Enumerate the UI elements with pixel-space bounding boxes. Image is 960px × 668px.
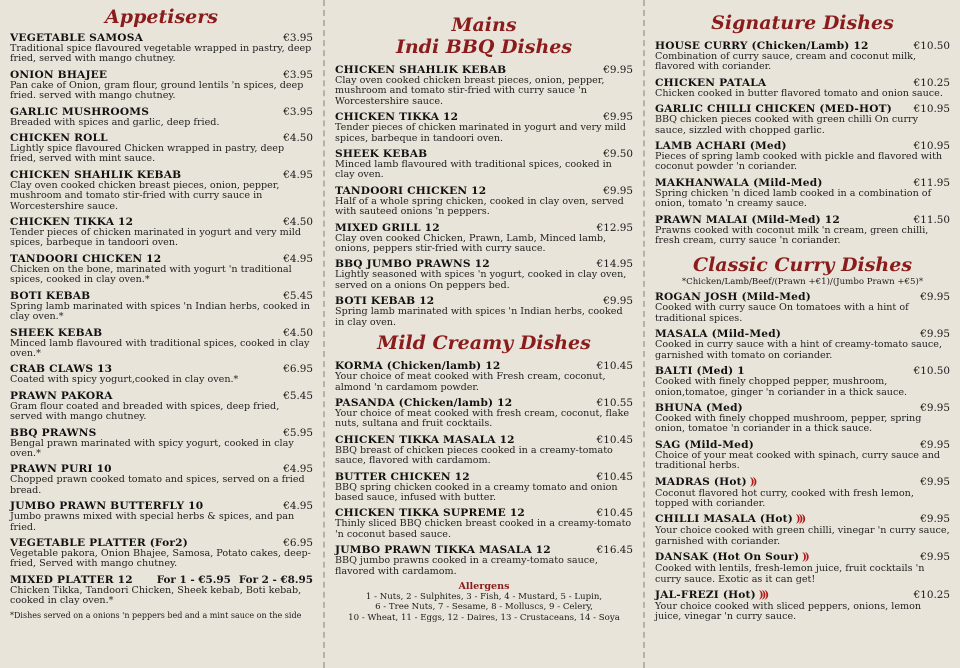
menu-item	[655, 177, 950, 210]
item-name-text: JAL-FREZI	[655, 588, 719, 601]
item-name	[655, 77, 766, 89]
mild-creamy-title: Mild Creamy Dishes	[377, 332, 591, 355]
item-name	[10, 390, 113, 402]
item-description: Vegetable pakora, Onion Bhajee, Samosa, Potato cakes, deep-fried, Served with mango chutney.	[10, 547, 311, 570]
item-description: Coated with spicy yogurt,cooked in clay oven.*	[10, 374, 239, 386]
item-description: Coconut flavored hot curry, cooked with fresh lemon, topped with coriander.	[655, 487, 914, 509]
menu-item	[335, 258, 633, 291]
item-price: €4.50	[283, 326, 313, 339]
item-allergen-codes: 12	[824, 213, 840, 226]
item-header	[335, 471, 633, 483]
item-description: BBQ breast of chicken pieces cooked in a creamy-tomato sauce, flavored with cardamom.	[335, 444, 613, 467]
item-name-text: TANDOORI CHICKEN 12	[335, 184, 487, 197]
item-name-text: LAMB ACHARI	[655, 140, 746, 153]
item-price: €9.95	[920, 401, 950, 414]
item-name	[10, 290, 90, 302]
menu-item	[655, 513, 950, 547]
item-description: Pan cake of Onion, gram flour, ground lentils 'n spices, deep fried. served with mango chutney.	[10, 79, 304, 102]
menu-item	[655, 439, 950, 472]
item-tag: (Med)	[696, 365, 734, 378]
menu-item	[655, 328, 950, 361]
menu-item	[655, 402, 950, 435]
menu-item	[10, 106, 313, 128]
menu-item	[10, 169, 313, 212]
bbq-list	[335, 64, 633, 328]
menu-item	[10, 69, 313, 102]
item-price: €10.25	[913, 588, 950, 601]
menu-item	[335, 64, 633, 107]
menu-item	[10, 390, 313, 423]
item-name-text: VEGETABLE SAMOSA	[10, 32, 143, 44]
allergens-line: 1 - Nuts, 2 - Sulphites, 3 - Fish, 4 - Mustard, 5 - Lupin,	[365, 591, 603, 602]
item-name-text: CHILLI MASALA	[655, 513, 757, 526]
menu-item	[335, 295, 633, 328]
item-name-text: CHICKEN TIKKA SUPREME 12	[335, 507, 525, 520]
menu-item	[10, 32, 313, 65]
item-name-text: PRAWN PAKORA	[10, 389, 113, 402]
item-header	[10, 427, 313, 439]
item-description: Clay oven cooked chicken breast pieces, onion, pepper, mushroom and tomato stir-fried with curry sauce 'n Worcestershire sauce.	[335, 75, 605, 107]
item-tag: (MED-HOT)	[819, 103, 892, 116]
item-price: €4.95	[283, 168, 313, 181]
mains-column	[323, 0, 645, 668]
mild-list	[335, 360, 633, 577]
item-name-text: ONION BHAJEE	[10, 68, 108, 81]
item-name-text: JUMBO PRAWN BUTTERFLY 10	[10, 500, 204, 513]
menu-item	[335, 397, 633, 430]
menu-item	[335, 544, 633, 577]
item-description: Your choice of meat cooked with Fresh cream, coconut, almond 'n cardamom powder.	[335, 371, 606, 393]
item-name-text: BUTTER CHICKEN 12	[335, 470, 470, 483]
appetisers-list	[10, 32, 313, 570]
item-price: €9.95	[920, 551, 950, 564]
item-header	[10, 69, 313, 81]
menu-item	[655, 103, 950, 136]
item-price: €6.95	[283, 536, 313, 549]
menu-item	[655, 140, 950, 173]
item-price: €9.95	[603, 64, 633, 76]
item-header	[10, 390, 313, 402]
item-description: Thinly sliced BBQ chicken breast cooked in a creamy-tomato 'n coconut based sauce.	[335, 518, 632, 540]
menu-item	[10, 537, 313, 570]
item-description: Cooked in curry sauce with a hint of creamy-tomato sauce, garnished with tomato on coriander.	[655, 339, 942, 361]
item-tag: (Hot)	[759, 513, 793, 526]
item-header	[655, 77, 950, 89]
item-price: €10.55	[596, 396, 633, 409]
item-tag: (Hot)	[713, 475, 747, 488]
menu-item	[655, 476, 950, 510]
allergens-box	[335, 581, 633, 623]
item-description: Pieces of spring lamb cooked with pickle and flavored with coconut powder 'n coriander.	[655, 151, 943, 173]
item-name-text: BBQ PRAWNS	[10, 426, 97, 439]
item-description: BBQ jumbo prawns cooked in a creamy-tomato sauce, flavored with cardamom.	[335, 555, 598, 577]
item-name	[10, 106, 149, 118]
item-name-text: CHICKEN PATALA	[655, 76, 767, 89]
allergens-line: 10 - Wheat, 11 - Eggs, 12 - Daires, 13 - Crustaceans, 14 - Soya	[348, 612, 620, 623]
item-description: Lightly spice flavoured Chicken wrapped in pastry, deep fried, served with mint sauce.	[10, 143, 285, 165]
menu-item	[10, 216, 313, 249]
classic-curry-title: Classic Curry Dishes	[692, 254, 913, 277]
item-tag: (Med)	[749, 140, 787, 153]
signature-column	[645, 0, 960, 668]
menu-item	[335, 222, 633, 255]
item-price: €9.95	[920, 328, 950, 341]
item-name-text: CHICKEN TIKKA 12	[335, 111, 459, 124]
menu-item	[335, 185, 633, 218]
menu-item	[335, 148, 633, 181]
item-description: Your choice of meat cooked with fresh cream, coconut, flake nuts, sultana and fruit cocktails.	[335, 407, 630, 430]
item-price: €4.50	[283, 132, 313, 145]
item-price: €4.95	[283, 252, 313, 265]
menu-item	[10, 363, 313, 385]
item-name-text: MASALA	[655, 328, 708, 341]
item-header	[655, 439, 950, 451]
item-name-text: MIXED GRILL 12	[335, 221, 440, 234]
menu-item	[10, 290, 313, 323]
item-allergen-codes: 12	[497, 396, 513, 409]
item-description: Cooked with finely chopped pepper, mushroom, onion,tomatoe, ginger 'n coriander in a thick sauce.	[655, 376, 908, 398]
menu-item	[10, 500, 313, 533]
item-name	[655, 214, 840, 226]
chili-icon: ))	[749, 476, 756, 488]
item-header	[10, 290, 313, 302]
item-name-text: BHUNA	[655, 401, 703, 414]
item-price: €4.50	[283, 216, 313, 229]
item-description: Spring lamb marinated with spices 'n Indian herbs, cooked in clay oven.*	[10, 300, 310, 323]
menu-item-mixed-platter	[10, 574, 313, 607]
item-price: €4.95	[283, 500, 313, 513]
item-price-for-2: For 2 - €8.95	[238, 573, 313, 586]
menu-item	[655, 589, 950, 623]
item-name-text: BOTI KEBAB	[10, 289, 91, 302]
menu-item	[10, 132, 313, 165]
menu-item	[335, 471, 633, 504]
item-price: €9.95	[920, 291, 950, 304]
item-name: MIXED PLATTER 12	[10, 573, 133, 586]
item-price: €10.45	[596, 470, 633, 483]
item-description: Jumbo prawns mixed with special herbs & spices, and pan fried.	[10, 511, 295, 533]
item-description: Your choice cooked with green chilli, vinegar 'n curry sauce, garnished with coriander.	[655, 525, 950, 547]
menu-item	[10, 253, 313, 286]
menu-item	[655, 77, 950, 99]
item-description: Choice of your meat cooked with spinach, curry sauce and traditional herbs.	[655, 449, 941, 472]
item-name-text: ROGAN JOSH	[655, 291, 738, 304]
item-name-text: DANSAK	[655, 551, 709, 564]
item-description: Chicken on the bone, marinated with yogurt 'n traditional spices, cooked in clay oven.*	[10, 263, 292, 286]
item-description: Minced lamb flavoured with traditional spices, cooked in clay oven.	[335, 159, 612, 181]
item-price: €10.50	[913, 40, 950, 52]
item-price: €9.95	[603, 295, 633, 308]
item-tag: (Mild-Med)	[711, 328, 782, 341]
item-header	[655, 476, 950, 489]
menu-item	[655, 551, 950, 585]
item-name-text: BOTI KEBAB 12	[335, 295, 435, 308]
item-price: €5.95	[283, 426, 313, 439]
item-description: Cooked with curry sauce On tomatoes with a hint of traditional spices.	[655, 302, 909, 324]
menu-item	[335, 507, 633, 540]
item-header	[655, 214, 950, 226]
item-price-for-1: For 1 - €5.95	[156, 573, 231, 586]
classic-list	[655, 291, 950, 622]
item-name-text: GARLIC MUSHROOMS	[10, 105, 150, 118]
item-name-text: SHEEK KEBAB	[10, 326, 103, 339]
item-price: €10.45	[596, 360, 633, 373]
item-price: €3.95	[283, 68, 313, 81]
item-description: Your choice cooked with sliced peppers, onions, lemon juice, vinegar 'n curry sauce.	[655, 600, 922, 623]
item-price: €9.95	[920, 438, 950, 451]
item-name	[10, 69, 107, 81]
item-price: €4.95	[283, 463, 313, 476]
item-price: €10.95	[913, 103, 950, 116]
chili-icon: )))	[758, 589, 768, 601]
chili-icon: )))	[795, 514, 805, 526]
item-allergen-codes: 12	[853, 40, 869, 52]
item-name-text: PRAWN MALAI	[655, 213, 748, 226]
indi-bbq-title: Indi BBQ Dishes	[395, 36, 573, 58]
item-description: Cooked with finely chopped mushroom, pepper, spring onion, tomatoe 'n coriander in a thick sauce.	[655, 412, 922, 435]
item-name-text: KORMA	[335, 360, 383, 373]
allergens-line: 6 - Tree Nuts, 7 - Sesame, 8 - Molluscs, 9 - Celery,	[375, 602, 593, 613]
item-name-text: CRAB CLAWS 13	[10, 363, 113, 376]
menu-item	[10, 427, 313, 460]
item-price: €16.45	[596, 544, 633, 557]
item-name-text: CHICKEN ROLL	[10, 132, 108, 145]
item-price: €10.95	[913, 140, 950, 153]
item-description: Gram flour coated and breaded with spices, deep fried, served with mango chutney.	[10, 400, 280, 423]
item-allergen-codes: 12	[485, 360, 501, 373]
item-price: €10.45	[596, 507, 633, 520]
item-tag: (Chicken/Lamb)	[751, 40, 850, 52]
item-price: €3.95	[283, 32, 313, 44]
item-description: Minced lamb flavoured with traditional spices, cooked in clay oven.*	[10, 337, 310, 359]
item-price: €14.95	[596, 258, 633, 271]
item-tag: (Mild-Med)	[753, 176, 823, 189]
item-name	[335, 434, 515, 446]
menu-item	[655, 214, 950, 247]
item-price: €11.50	[913, 213, 950, 226]
item-description: Clay oven cooked chicken breast pieces, onion, pepper, mushroom and tomato stir-fried with curry sauce in Worcestershire sauce.	[10, 179, 280, 212]
item-description: BBQ chicken pieces cooked with green chilli On curry sauce, sizzled with chopped garlic.	[655, 114, 919, 136]
item-name	[335, 471, 470, 483]
item-description: Combination of curry sauce, cream and coconut milk, flavored with coriander.	[655, 51, 917, 73]
menu-item	[655, 365, 950, 398]
item-header	[335, 434, 633, 446]
menu-item	[655, 40, 950, 73]
appetisers-title: Appetisers	[105, 6, 218, 28]
chili-icon: ))	[802, 552, 808, 564]
item-tag: (Hot)	[722, 588, 756, 601]
item-price: €11.95	[913, 176, 950, 189]
item-name	[655, 439, 754, 451]
item-price: €9.95	[603, 184, 633, 197]
item-header	[10, 327, 313, 339]
item-name-text: PRAWN PURI 10	[10, 463, 112, 476]
item-tag: (For2)	[149, 536, 188, 549]
item-name-text: BALTI	[655, 365, 693, 378]
menu-item	[335, 111, 633, 144]
item-description: Traditional spice flavoured vegetable wrapped in pastry, deep fried, served with mango chutney.	[10, 43, 312, 65]
item-tag: (Chicken/lamb)	[386, 360, 482, 373]
item-name-text: MADRAS	[655, 475, 711, 488]
item-description: Half of a whole spring chicken, cooked in clay oven, served with sauteed onions 'n peppers.	[335, 195, 624, 218]
item-tag: (Hot On Sour)	[712, 551, 800, 564]
item-price: €9.95	[603, 111, 633, 124]
item-name-text: CHICKEN SHAHLIK KEBAB	[10, 168, 182, 181]
item-tag: (Chicken/lamb)	[398, 396, 494, 409]
item-name-text: CHICKEN TIKKA 12	[10, 216, 134, 229]
item-description: Tender pieces of chicken marinated in yogurt and very mild spices, barbeque in tandoori oven.	[10, 227, 301, 249]
appetisers-column	[0, 0, 323, 668]
item-name-text: HOUSE CURRY	[655, 40, 748, 52]
item-description: Chopped prawn cooked tomato and spices, served on a fried bread.	[10, 474, 305, 496]
item-name	[655, 476, 755, 489]
item-description: Spring chicken 'n diced lamb cooked in a combination of onion, tomato 'n creamy sauce.	[655, 187, 932, 210]
classic-curry-note: *Chicken/Lamb/Beef/(Prawn +€1)/(Jumbo Prawn +€5)*	[681, 277, 924, 288]
item-name-text: SHEEK KEBAB	[335, 148, 428, 161]
item-name-text: VEGETABLE PLATTER	[10, 536, 146, 549]
item-description: Bengal prawn marinated with spicy yogurt, cooked in clay oven.*	[10, 437, 294, 459]
item-description: Spring lamb marinated with spices 'n Indian herbs, cooked in clay oven.	[335, 306, 623, 328]
item-name-text: JUMBO PRAWN TIKKA MASALA 12	[335, 544, 551, 557]
item-description: Tender pieces of chicken marinated in yogurt and very mild spices, barbeque in tandoori oven.	[335, 122, 626, 144]
item-name	[10, 327, 102, 339]
item-price: €10.45	[596, 433, 633, 446]
item-description: Cooked with lentils, fresh-lemon juice, fruit cocktails 'n curry sauce. Exotic as it can get!	[655, 563, 925, 585]
item-name	[335, 222, 440, 234]
item-name-text: MAKHANWALA	[655, 176, 750, 189]
item-description: Prawns cooked with coconut milk 'n cream, green chilli, fresh cream, curry sauce 'n coriander.	[655, 224, 929, 247]
item-allergen-codes: 1	[737, 365, 745, 378]
item-description: BBQ spring chicken cooked in a creamy tomato and onion based sauce, infused with butter.	[335, 481, 618, 503]
item-price: €12.95	[596, 221, 633, 234]
menu-item	[655, 291, 950, 324]
item-name-text: PASANDA	[335, 396, 395, 409]
signature-list	[655, 40, 950, 246]
item-price: €5.45	[283, 389, 313, 402]
item-price: €10.25	[913, 76, 950, 89]
menu-item	[335, 434, 633, 467]
item-description: Lightly seasoned with spices 'n yogurt, cooked in clay oven, served on a onions On peppers bed.	[335, 269, 627, 291]
item-name-text: CHICKEN TIKKA MASALA 12	[335, 433, 515, 446]
item-name-text: TANDOORI CHICKEN 12	[10, 252, 162, 265]
item-price: €9.95	[920, 513, 950, 526]
item-name-text: GARLIC CHILLI CHICKEN	[655, 103, 816, 116]
item-tag: (Mild-Med)	[684, 438, 754, 451]
menu-item	[10, 463, 313, 496]
item-name-text: SAG	[655, 438, 681, 451]
menu-item	[10, 327, 313, 360]
mains-title: Mains	[451, 14, 517, 36]
menu-item	[335, 360, 633, 393]
appetisers-footnote: *Dishes served on a onions 'n peppers bed and a mint sauce on the side	[10, 610, 302, 620]
item-name	[10, 427, 97, 439]
item-name-text: CHICKEN SHAHLIK KEBAB	[335, 64, 507, 76]
item-tag: (Med)	[706, 401, 743, 414]
item-description: Chicken cooked in butter flavored tomato and onion sauce.	[655, 87, 943, 99]
item-description: Breaded with spices and garlic, deep fried.	[10, 116, 220, 128]
item-description: Clay oven cooked Chicken, Prawn, Lamb, Minced lamb, onions, peppers stir-fried with curry sauce.	[335, 232, 607, 255]
item-price: €6.95	[283, 363, 313, 376]
item-description: Chicken Tikka, Tandoori Chicken, Sheek kebab, Boti kebab, cooked in clay oven.*	[10, 584, 302, 607]
item-tag: (Mild-Med)	[741, 291, 811, 304]
item-price: €9.95	[920, 475, 950, 488]
item-price: €9.50	[603, 148, 633, 161]
item-name-text: BBQ JUMBO PRAWNS 12	[335, 258, 490, 271]
item-price: €3.95	[283, 105, 313, 118]
allergens-title: Allergens	[458, 580, 510, 592]
item-header	[10, 106, 313, 118]
signature-title: Signature Dishes	[711, 12, 894, 34]
item-price: €10.50	[913, 365, 950, 378]
item-tag: (Mild-Med)	[751, 213, 821, 226]
item-header	[335, 222, 633, 234]
item-price: €5.45	[283, 289, 313, 302]
